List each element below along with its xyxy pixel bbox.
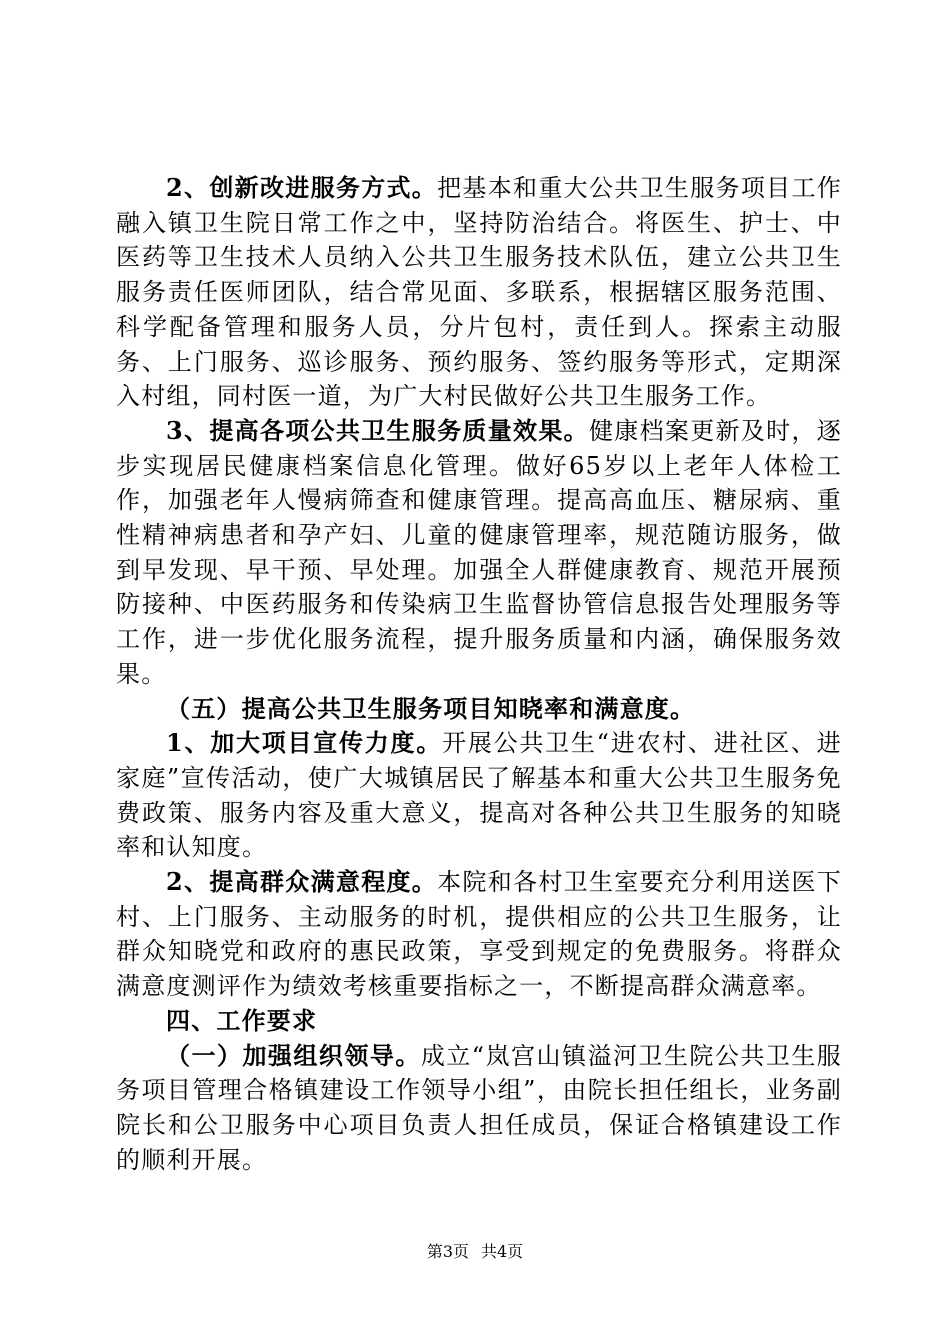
paragraph-text: 健康档案更新及时，逐步实现居民健康档案信息化管理。做好65岁以上老年人体检工作，加强老年人慢病筛查和健康管理。提高高血压、糖尿病、重性精神病患者和孕产妇、儿童的健康管理率，规范随访服务，做到早发现、早干预、早处理。加强全人群健康教育、规范开展预防接种、中医药服务和传染病卫生监督协管信息报告处理服务等工作，进一步优化服务流程，提升服务质量和内涵，确保服务效果。 (116, 416, 842, 688)
paragraph-satisfaction (116, 865, 842, 1004)
paragraph-publicity (116, 726, 842, 865)
document-body (116, 171, 842, 1177)
paragraph-lead: 2、提高群众满意程度。 (166, 867, 438, 897)
paragraph-organization (116, 1039, 842, 1178)
section-heading-requirements: 四、工作要求 (166, 1005, 318, 1035)
page-footer (0, 1242, 950, 1262)
paragraph-lead: 1、加大项目宣传力度。 (166, 728, 443, 758)
paragraph-text: 把基本和重大公共卫生服务项目工作融入镇卫生院日常工作之中，坚持防治结合。将医生、护士、中医药等卫生技术人员纳入公共卫生服务技术队伍，建立公共卫生服务责任医师团队，结合常见面、多联系，根据辖区服务范围、科学配备管理和服务人员，分片包村，责任到人。探索主动服务、上门服务、巡诊服务、预约服务、签约服务等形式，定期深入村组，同村医一道，为广大村民做好公共卫生服务工作。 (116, 174, 842, 411)
paragraph-text: 开展公共卫生“进农村、进社区、进家庭”宣传活动，使广大城镇居民了解基本和重大公共卫生服务免费政策、服务内容及重大意义，提高对各种公共卫生服务的知晓率和认知度。 (116, 729, 842, 862)
paragraph-lead: 3、提高各项公共卫生服务质量效果。 (166, 415, 589, 445)
paragraph-lead: （一）加强组织领导。 (166, 1040, 421, 1070)
paragraph-innovate-service (116, 171, 842, 414)
paragraph-text: 本院和各村卫生室要充分利用送医下村、上门服务、主动服务的时机，提供相应的公共卫生服务，让群众知晓党和政府的惠民政策，享受到规定的免费服务。将群众满意度测评作为绩效考核重要指标之一，不断提高群众满意率。 (116, 868, 842, 1001)
page-number: 第3页 (426, 1242, 469, 1261)
section-heading-awareness: （五）提高公共卫生服务项目知晓率和满意度。 (166, 693, 696, 723)
paragraph-text: 成立“岚宫山镇溢河卫生院公共卫生服务项目管理合格镇建设工作领导小组”，由院长担任组长，业务副院长和公卫服务中心项目负责人担任成员，保证合格镇建设工作的顺利开展。 (116, 1041, 843, 1174)
paragraph-lead: 2、创新改进服务方式。 (166, 173, 438, 202)
paragraph-improve-quality (116, 414, 842, 692)
page-total: 共4页 (481, 1242, 524, 1261)
